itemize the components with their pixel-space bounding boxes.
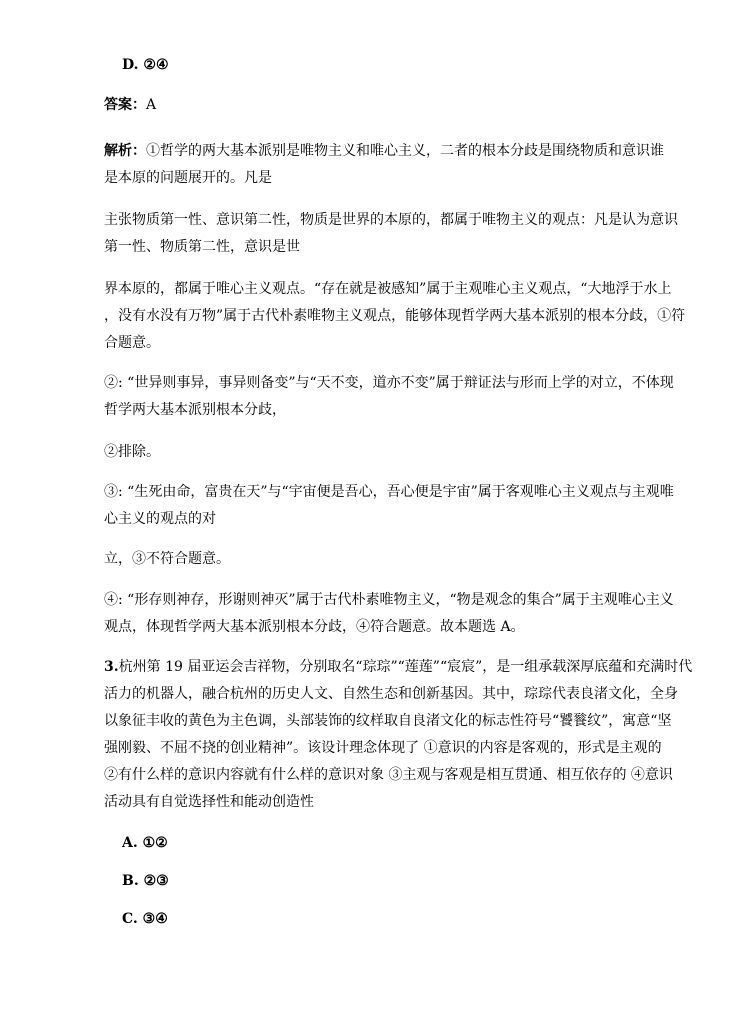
analysis-line: 是本原的问题展开的。凡是 — [104, 170, 272, 186]
option-d: D. ②④ — [122, 57, 169, 73]
analysis-line: ，没有水没有万物”属于古代朴素唯物主义观点，能够体现哲学两大基本派别的根本分歧，①符 — [104, 308, 686, 324]
analysis-line: 主张物质第一性、意识第二性，物质是世界的本原的，都属于唯物主义的观点：凡是认为意识 — [104, 212, 678, 228]
question-stem-line: 以象征丰收的黄色为主色调，头部装饰的纹样取自良渚文化的标志性符号“饕餮纹”，寓意“坚 — [104, 713, 672, 729]
question-stem-line — [104, 654, 704, 681]
question-stem-line: 活动具有自觉选择性和能动创造性 — [104, 794, 314, 810]
answer-value: A — [146, 97, 157, 113]
analysis-line: 合题意。 — [104, 335, 160, 351]
question-number: 3. — [104, 659, 119, 675]
analysis-line: 心主义的观点的对 — [104, 511, 216, 527]
question-stem-text: 杭州第 19 届亚运会吉祥物，分别取名“琮琮”“莲莲”“宸宸”，是一组承载深厚底蕴和充满时代 — [118, 659, 693, 675]
analysis-line: 哲学两大基本派别根本分歧， — [104, 402, 286, 418]
option-a: A. ①② — [122, 835, 168, 851]
answer-label: 答案： — [104, 97, 146, 113]
analysis-label: 解析： — [104, 143, 146, 159]
question-stem-line: 活力的机器人，融合杭州的历史人文、自然生态和创新基因。其中，琮琮代表良渚文化，全身 — [104, 686, 678, 702]
question-stem-line: 强刚毅、不屈不挠的创业精神”。该设计理念体现了 ①意识的内容是客观的，形式是主观的 — [104, 740, 662, 756]
analysis-text: ①哲学的两大基本派别是唯物主义和唯心主义，二者的根本分歧是围绕物质和意识谁 — [146, 143, 664, 159]
analysis-line: 立，③不符合题意。 — [104, 551, 230, 567]
answer-line — [104, 92, 704, 119]
analysis-line — [104, 138, 704, 165]
question-stem-line: ②有什么样的意识内容就有什么样的意识对象 ③主观与客观是相互贯通、相互依存的 ④意识 — [104, 767, 673, 783]
analysis-line: ②排除。 — [104, 444, 160, 460]
option-b: B. ②③ — [122, 873, 169, 889]
analysis-line: ③: “生死由命，富贵在天”与“宇宙便是吾心，吾心便是宇宙”属于客观唯心主义观点与主观唯 — [104, 484, 674, 500]
analysis-line: ④: “形存则神存，形谢则神灭”属于古代朴素唯物主义，“物是观念的集合”属于主观唯心主义 — [104, 592, 674, 608]
analysis-line: 第一性、物质第二性，意识是世 — [104, 239, 300, 255]
analysis-line: 界本原的，都属于唯心主义观点。“存在就是被感知”属于主观唯心主义观点，“大地浮于水上 — [104, 281, 672, 297]
analysis-line: 观点，体现哲学两大基本派别根本分歧，④符合题意。故本题选 A。 — [104, 619, 525, 635]
analysis-line: ②: “世异则事异，事异则备变”与“天不变，道亦不变”属于辩证法与形而上学的对立，不体现 — [104, 375, 674, 391]
option-c: C. ③④ — [122, 911, 168, 927]
